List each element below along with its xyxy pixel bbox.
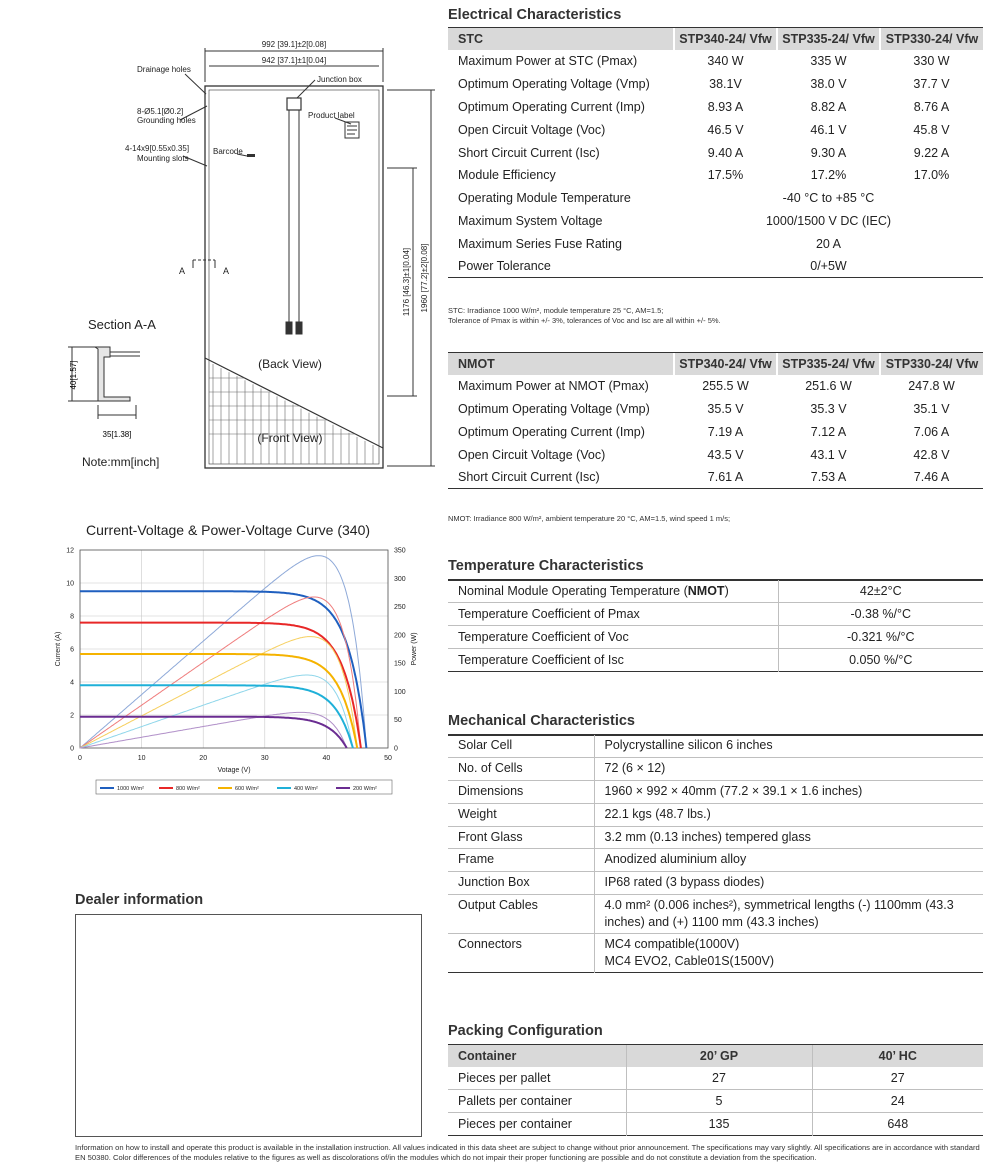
y2-tick-label: 350 [394,547,406,555]
table-row [448,895,983,934]
legend-label: 800 W/m² [176,786,200,792]
section-marker-right: A [223,266,230,276]
y2-tick-label: 300 [394,575,406,583]
spec-value: 46.5 V [707,122,744,137]
spec-value: 9.40 A [707,145,744,160]
dealer-title: Dealer information [75,892,204,908]
mounting-label-1: 4-14x9[0.55x0.35] [125,144,190,153]
mechanical-table-wrap [448,735,983,973]
nmot-note: NMOT: Irradiance 800 W/m², ambient temperature 20 °C, AM=1.5, wind speed 1 m/s; [448,514,731,523]
spec-value: 7.53 A [810,470,847,485]
table-row [448,164,983,187]
table-row [448,849,983,872]
chart-title: Current-Voltage & Power-Voltage Curve (340) [86,522,371,538]
mechanical-value-line: MC4 EVO2, Cable01S(1500V) [604,954,775,969]
packing-label: Pallets per container [448,1090,626,1113]
mechanical-value-line: IP68 rated (3 bypass diodes) [604,875,765,890]
spec-value: 1000/1500 V DC (IEC) [765,213,892,228]
mechanical-label: No. of Cells [448,758,594,781]
spec-value: 20 A [815,236,842,251]
spec-value: 43.5 V [707,447,744,462]
mechanical-value [594,895,983,934]
spec-label: Open Circuit Voltage (Voc) [458,447,606,462]
packing-value: 27 [812,1067,983,1090]
mechanical-label: Output Cables [448,895,594,934]
spec-value: 38.1V [709,77,742,92]
table-row [448,626,983,649]
table-row [448,735,983,758]
spec-value: 7.46 A [913,470,950,485]
temperature-value: 42±2°C [778,580,983,603]
dim-1960-label: 1960 [77.2]±2[0.08] [420,243,429,313]
nmot-table-wrap [448,353,983,489]
table-row [448,603,983,626]
packing-table-wrap [448,1045,983,1136]
spec-value: 335 W [810,54,847,69]
spec-label: Optimum Operating Voltage (Vmp) [458,402,650,417]
drawing-note: Note:mm[inch] [82,455,160,469]
y-axis-label: Current (A) [55,631,62,667]
front-view-label: (Front View) [257,431,323,445]
section-title: Section A-A [88,317,156,332]
mechanical-label: Dimensions [448,781,594,804]
model-header: STP330-24/ Vfw [880,353,983,375]
y-tick-label: 4 [70,679,74,687]
y2-tick-label: 150 [394,660,406,668]
table-row [448,1113,983,1136]
spec-value: 7.61 A [707,470,744,485]
spec-value: 7.06 A [913,424,950,439]
spec-label: Optimum Operating Current (Imp) [458,424,645,439]
spec-label: Maximum System Voltage [458,213,603,228]
spec-label: Short Circuit Current (Isc) [458,470,600,485]
dealer-box [75,914,422,1137]
spec-value: 7.12 A [810,424,847,439]
table-row [448,50,983,73]
spec-value: 255.5 W [702,379,749,394]
table-row [448,443,983,466]
power-curve-line [80,597,361,748]
table-row [448,375,983,398]
spec-value: 35.5 V [707,402,744,417]
spec-value: 340 W [707,54,744,69]
model-header: STP330-24/ Vfw [880,28,983,50]
spec-value: 42.8 V [913,447,950,462]
iv-chart [40,540,420,810]
mechanical-value-line: Polycrystalline silicon 6 inches [604,738,773,752]
mechanical-title: Mechanical Characteristics [448,713,635,729]
dim-width-label: 992 [39.1]±2[0.08] [261,40,327,49]
spec-value: 17.0% [913,168,950,183]
table-row [448,421,983,444]
spec-value: 9.22 A [913,145,950,160]
temperature-label: Temperature Coefficient of Pmax [448,603,778,626]
table-row [448,466,983,489]
mechanical-value [594,872,983,895]
mechanical-value-line: 72 (6 × 12) [604,761,666,776]
spec-value: 247.8 W [908,379,955,394]
y-tick-label: 8 [70,613,74,621]
spec-value: 8.93 A [707,99,744,114]
y-tick-label: 2 [70,712,74,720]
spec-label: Optimum Operating Voltage (Vmp) [458,77,650,92]
power-curve-line [80,556,366,748]
packing-value: 24 [812,1090,983,1113]
mechanical-value-line: 4.0 mm² (0.006 inches²), symmetrical lengths (-) 1100mm (43.3 inches) and (+) 1100 mm (43.3 inches) [604,898,954,930]
mechanical-value-line: Anodized aluminium alloy [604,852,747,867]
mechanical-value [594,735,983,758]
temperature-value: 0.050 %/°C [778,648,983,671]
temperature-label: Temperature Coefficient of Isc [458,652,624,667]
drainage-label: Drainage holes [137,65,191,74]
mounting-label-2: Mounting slots [137,154,189,163]
power-curve-line [80,712,347,748]
junction-box-label: Junction box [317,75,362,84]
table-row [448,1067,983,1090]
x-axis-label: Votage (V) [217,767,251,774]
table-row [448,826,983,849]
spec-label: Power Tolerance [458,259,551,274]
table-row [448,758,983,781]
back-view-label: (Back View) [258,357,322,371]
y2-tick-label: 200 [394,632,406,640]
model-header: STP340-24/ Vfw [674,353,777,375]
temperature-value: -0.321 %/°C [778,626,983,649]
dim-inner-label: 942 [37.1]±1[0.04] [261,56,327,65]
stc-note-1: STC: Irradiance 1000 W/m², module temperature 25 °C, AM=1.5; [448,306,664,315]
packing-header-20gp: 20’ GP [626,1045,812,1067]
legend-label: 1000 W/m² [117,786,144,792]
packing-value: 135 [626,1113,812,1136]
table-row [448,1090,983,1113]
model-header: STP335-24/ Vfw [777,28,880,50]
mechanical-label: Junction Box [448,872,594,895]
mechanical-label: Solar Cell [448,735,594,758]
mechanical-label: Frame [448,849,594,872]
spec-label: Open Circuit Voltage (Voc) [458,122,606,137]
stc-header: STC [448,28,674,50]
grounding-label-2: Grounding holes [137,116,196,125]
table-row [448,210,983,233]
mechanical-value-line: 3.2 mm (0.13 inches) tempered glass [604,829,811,844]
nmot-header: NMOT [448,353,674,375]
packing-header-container: Container [448,1045,626,1067]
packing-label: Pieces per pallet [448,1067,626,1090]
spec-value: 35.3 V [810,402,847,417]
spec-value: 38.0 V [810,77,847,92]
spec-label: Maximum Power at STC (Pmax) [458,54,638,69]
spec-value: 251.6 W [805,379,852,394]
mechanical-label: Connectors [458,937,522,952]
nmot-table [448,353,983,489]
spec-value: 7.19 A [707,424,744,439]
footer-disclaimer: Information on how to install and operate this product is available in the installation instruction. All values indicated in this data sheet are subject to change without prior announcement. The specifications may vary slightly. All specifications are in accordance with standard EN 50380. Color differences of the modules relative to the figures as well as discolorations of/in the modules which do not impair their proper functioning are possible and do not constitute a deviation from the specification. [75,1143,980,1162]
spec-label: Maximum Power at NMOT (Pmax) [458,379,649,394]
spec-value: 0/+5W [810,259,847,274]
spec-value: 43.1 V [810,447,847,462]
mechanical-value [594,758,983,781]
current-curve [80,717,347,748]
spec-value: 37.7 V [913,77,950,92]
section-marker-left: A [179,266,186,276]
table-row [448,73,983,96]
legend-label: 200 W/m² [353,786,377,792]
packing-header-40hc: 40’ HC [812,1045,983,1067]
x-tick-label: 30 [260,755,269,762]
spec-value: 330 W [913,54,950,69]
electrical-title: Electrical Characteristics [448,7,622,23]
temperature-table [448,580,983,672]
y-tick-label: 6 [70,646,74,654]
table-row [448,232,983,255]
packing-value: 27 [626,1067,812,1090]
y2-axis-label: Power (W) [411,632,418,666]
table-row [448,398,983,421]
y2-tick-label: 100 [394,688,406,696]
mechanical-table [448,735,983,973]
temperature-label: Nominal Module Operating Temperature (NMOT) [448,580,778,603]
spec-value: 17.2% [810,168,847,183]
x-tick-label: 20 [199,755,208,762]
packing-label: Pieces per container [458,1116,572,1131]
table-row [448,803,983,826]
table-row [448,187,983,210]
table-row [448,255,983,278]
table-row [448,934,983,973]
spec-value: 8.82 A [810,99,847,114]
stc-table-wrap [448,28,983,278]
packing-value: 648 [812,1113,983,1136]
table-row [448,872,983,895]
spec-value: 46.1 V [810,122,847,137]
section-profile [60,335,160,445]
mechanical-value [594,849,983,872]
mechanical-value-line: 22.1 kgs (48.7 lbs.) [604,806,711,821]
spec-label: Module Efficiency [458,168,556,183]
mechanical-value-line: 1960 × 992 × 40mm (77.2 × 39.1 × 1.6 inches) [604,784,863,799]
mechanical-value [594,826,983,849]
mechanical-value-line: MC4 compatible(1000V) [604,937,740,952]
legend-label: 400 W/m² [294,786,318,792]
mechanical-label: Weight [448,803,594,826]
y-tick-label: 0 [70,745,74,753]
spec-label: Maximum Series Fuse Rating [458,236,622,251]
table-row [448,580,983,603]
y-tick-label: 10 [66,580,74,588]
temperature-table-wrap [448,580,983,672]
spec-label: Operating Module Temperature [458,191,631,206]
y2-tick-label: 250 [394,604,406,612]
mechanical-value [594,934,983,973]
spec-label: Optimum Operating Current (Imp) [458,99,645,114]
x-tick-label: 50 [384,755,392,762]
y2-tick-label: 50 [394,717,402,725]
spec-value: 45.8 V [913,122,950,137]
packing-table [448,1045,983,1136]
table-row [448,96,983,119]
dim-1176-label: 1176 [46.3]±1[0.04] [402,247,411,317]
legend-label: 600 W/m² [235,786,259,792]
power-curve [80,717,347,748]
mechanical-value [594,803,983,826]
y-tick-label: 12 [66,547,74,555]
front-view-cells [209,364,373,464]
x-tick-label: 40 [322,755,331,762]
temperature-title: Temperature Characteristics [448,558,644,574]
model-header: STP340-24/ Vfw [674,28,777,50]
table-row [448,118,983,141]
spec-value: -40 °C to +85 °C [782,191,875,206]
mechanical-label: Front Glass [448,826,594,849]
spec-value: 8.76 A [913,99,950,114]
section-width-label: 35[1.38] [102,430,132,439]
mechanical-value [594,781,983,804]
section-height-label: 40[1.57] [69,360,78,390]
table-row [448,781,983,804]
temperature-value: -0.38 %/°C [778,603,983,626]
spec-label: Short Circuit Current (Isc) [458,145,600,160]
y2-tick-label: 0 [394,745,398,753]
temperature-label: Temperature Coefficient of Voc [448,626,778,649]
stc-note-2: Tolerance of Pmax is within +/- 3%, tolerances of Voc and Isc are all within +/- 5%. [448,316,721,325]
x-tick-label: 0 [78,755,82,762]
x-tick-label: 10 [137,755,146,762]
spec-value: 35.1 V [913,402,950,417]
packing-value: 5 [626,1090,812,1113]
stc-table [448,28,983,278]
barcode-label: Barcode [213,147,243,156]
product-label-label: Product label [308,111,355,120]
spec-value: 9.30 A [810,145,847,160]
spec-value: 17.5% [707,168,744,183]
model-header: STP335-24/ Vfw [777,353,880,375]
table-row [448,648,983,671]
grounding-label-1: 8-Ø5.1[Ø0.2] [137,107,184,116]
table-row [448,141,983,164]
packing-title: Packing Configuration [448,1023,603,1039]
